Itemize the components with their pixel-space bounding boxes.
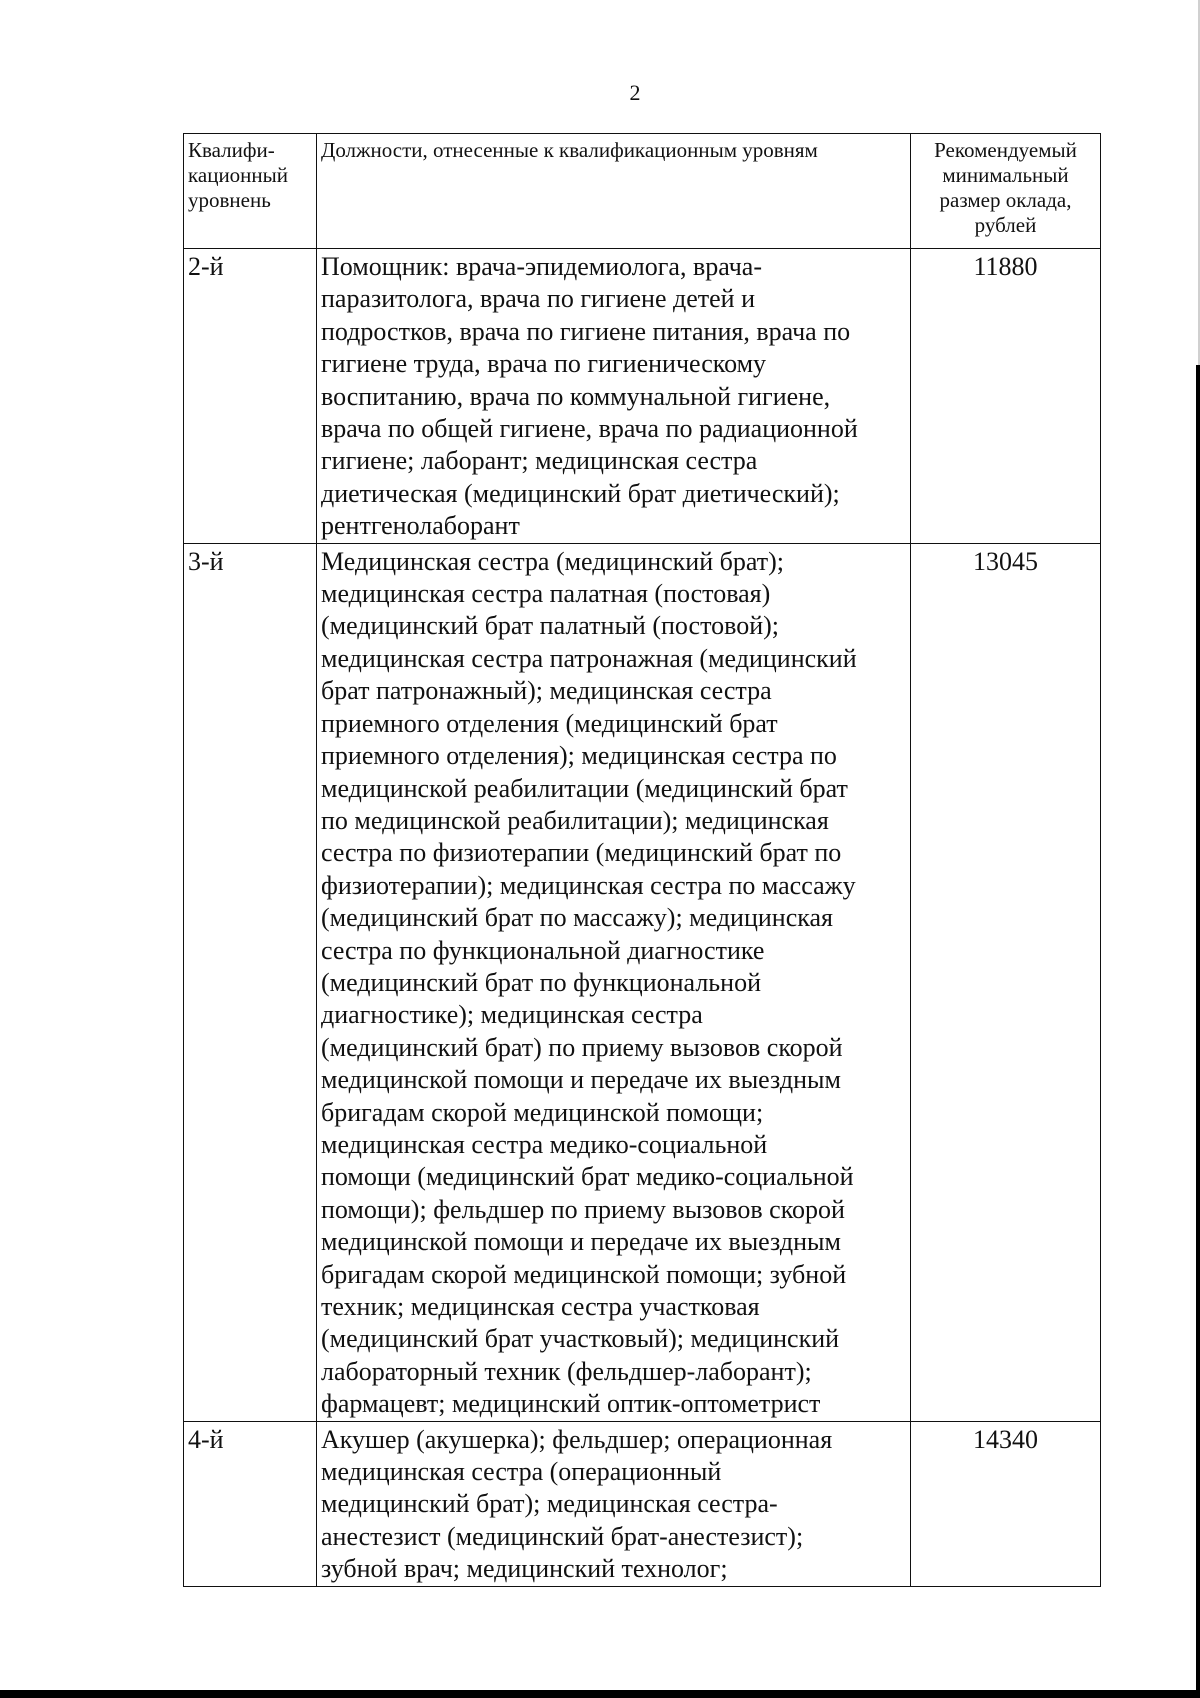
- qualification-table: [183, 133, 1101, 1587]
- qualification-level-cell: 3-й: [184, 543, 317, 1421]
- header-min-salary: Рекомендуемый минимальный размер оклада, рублей: [911, 134, 1101, 249]
- table-header-row: [184, 134, 1101, 249]
- page-number: 2: [629, 80, 641, 105]
- qualification-level-cell: 2-й: [184, 249, 317, 544]
- table-row: [184, 1421, 1101, 1586]
- scan-edge-border: [1196, 365, 1200, 1698]
- header-qualification-level: Квалифи- кационный уровнень: [184, 134, 317, 249]
- salary-cell: 14340: [911, 1421, 1101, 1586]
- qualification-level-cell: 4-й: [184, 1421, 317, 1586]
- positions-cell: Акушер (акушерка); фельдшер; операционная медицинская сестра (операционный медицинский брат); медицинская сестра- анестезист (медицинский брат-анестезист); зубной врач; медицинский технолог;: [317, 1421, 911, 1586]
- scan-bottom-border: [0, 1690, 1200, 1698]
- salary-cell: 11880: [911, 249, 1101, 544]
- positions-cell: Медицинская сестра (медицинский брат); медицинская сестра палатная (постовая) (медицинский брат палатный (постовой); медицинская сестра патронажная (медицинский брат патронажный); медицинская сестра приемного отделения (медицинский брат приемного отделения); медицинская сестра по медицинской реабилитации (медицинский брат по медицинской реабилитации); медицинская сестра по физиотерапии (медицинский брат по физиотерапии); медицинская сестра по массажу (медицинский брат по массажу); медицинская сестра по функциональной диагностике (медицинский брат по функциональной диагностике); медицинская сестра (медицинский брат) по приему вызовов скорой медицинской помощи и передаче их выездным бригадам скорой медицинской помощи; медицинская сестра медико-социальной помощи (медицинский брат медико-социальной помощи); фельдшер по приему вызовов скорой медицинской помощи и передаче их выездным бригадам скорой медицинской помощи; зубной техник; медицинская сестра участковая (медицинский брат участковый); медицинский лабораторный техник (фельдшер-лаборант); фармацевт; медицинский оптик-оптометрист: [317, 543, 911, 1421]
- salary-cell: 13045: [911, 543, 1101, 1421]
- header-positions: Должности, отнесенные к квалификационным уровням: [317, 134, 911, 249]
- positions-cell: Помощник: врача-эпидемиолога, врача- паразитолога, врача по гигиене детей и подростков, врача по гигиене питания, врача по гигиене труда, врача по гигиеническому воспитанию, врача по коммунальной гигиене, врача по общей гигиене, врача по радиационной гигиене; лаборант; медицинская сестра диетическая (медицинский брат диетический); рентгенолаборант: [317, 249, 911, 544]
- table-row: [184, 249, 1101, 544]
- table-row: [184, 543, 1101, 1421]
